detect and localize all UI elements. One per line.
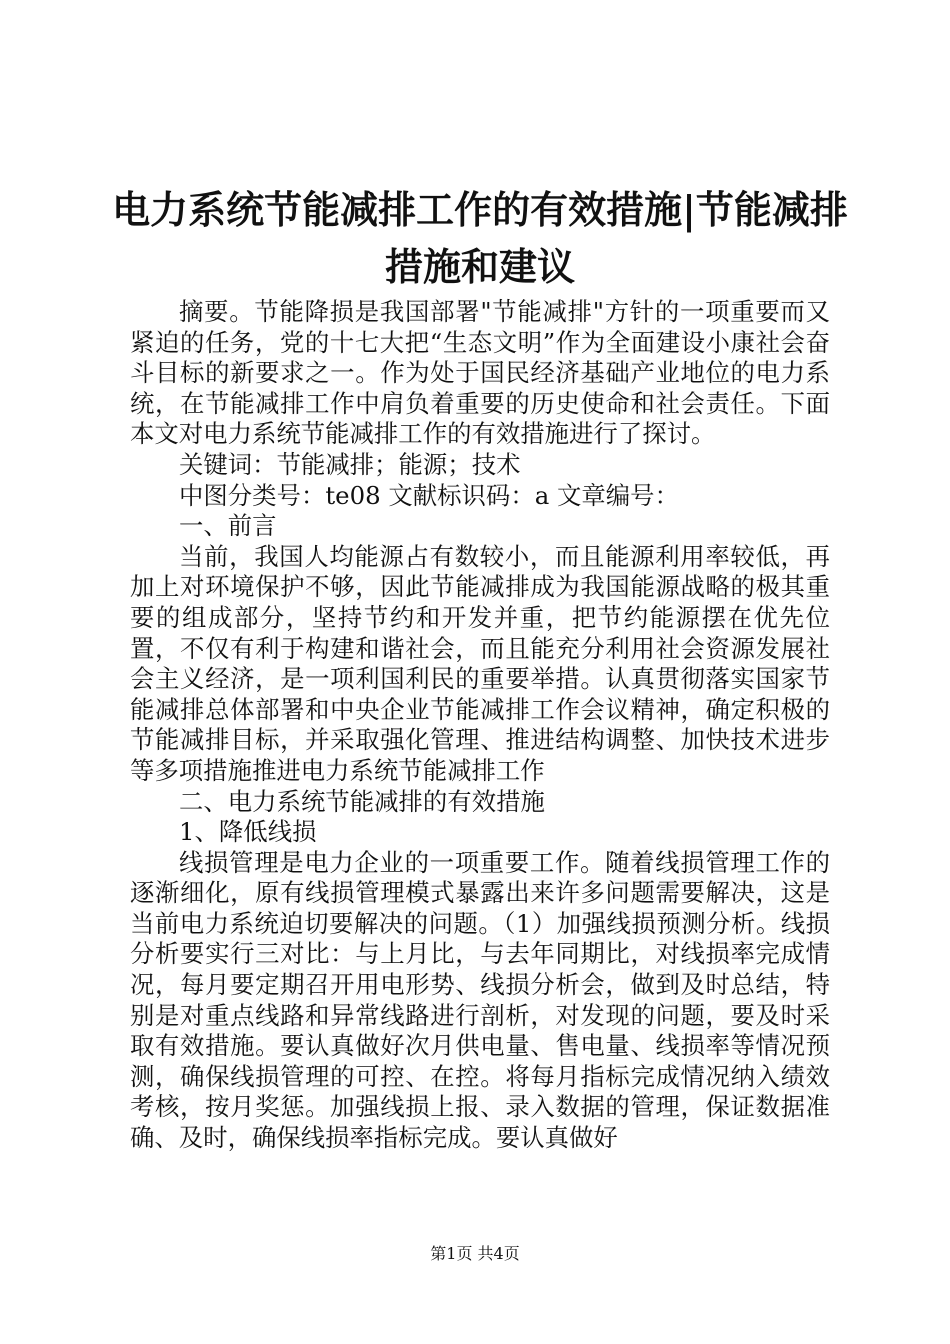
subsection-heading-line-loss: 1、降低线损: [179, 817, 317, 847]
page-number-footer: 第1页 共4页: [430, 1244, 520, 1263]
preface-paragraph: 当前，我国人均能源占有数较小，而且能源利用率较低，再加上对环境保护不够，因此节能减排成为我国能源战略的极其重要的组成部分，坚持节约和开发并重，把节约能源摆在优先位置，不仅有利于构建和谐社会，而且能充分利用社会资源发展社会主义经济，是一项利国利民的重要举措。认真贯彻落实国家节能减排总体部署和中央企业节能减排工作会议精神，确定积极的节能减排目标，并采取强化管理、推进结构调整、加快技术进步等多项措施推进电力系统节能减排工作: [130, 541, 830, 785]
document-body: [130, 297, 830, 1154]
keywords-line: 关键词：节能减排；能源；技术: [179, 449, 521, 479]
document-title-line-1: 电力系统节能减排工作的有效措施|节能减排: [112, 187, 848, 232]
classification-line: 中图分类号：te08 文献标识码：a 文章编号：: [179, 480, 679, 510]
line-loss-paragraph: 线损管理是电力企业的一项重要工作。随着线损管理工作的逐渐细化，原有线损管理模式暴露出来许多问题需要解决，这是当前电力系统迫切要解决的问题。（1）加强线损预测分析。线损分析要实行三对比：与上月比，与去年同期比，对线损率完成情况，每月要定期召开用电形势、线损分析会，做到及时总结，特别是对重点线路和异常线路进行剖析，对发现的问题，要及时采取有效措施。要认真做好次月供电量、售电量、线损率等情况预测，确保线损管理的可控、在控。将每月指标完成情况纳入绩效考核，按月奖惩。加强线损上报、录入数据的管理，保证数据准确、及时，确保线损率指标完成。要认真做好: [130, 847, 830, 1153]
document-title-line-2: 措施和建议: [384, 244, 575, 289]
section-heading-measures: 二、电力系统节能减排的有效措施: [179, 786, 545, 816]
abstract-paragraph: 摘要。节能降损是我国部署"节能减排"方针的一项重要而又紧迫的任务，党的十七大把“生态文明”作为全面建设小康社会奋斗目标的新要求之一。作为处于国民经济基础产业地位的电力系统，在节能减排工作中肩负着重要的历史使命和社会责任。下面本文对电力系统节能减排工作的有效措施进行了探讨。: [130, 297, 830, 449]
section-heading-preface: 一、前言: [179, 511, 277, 541]
